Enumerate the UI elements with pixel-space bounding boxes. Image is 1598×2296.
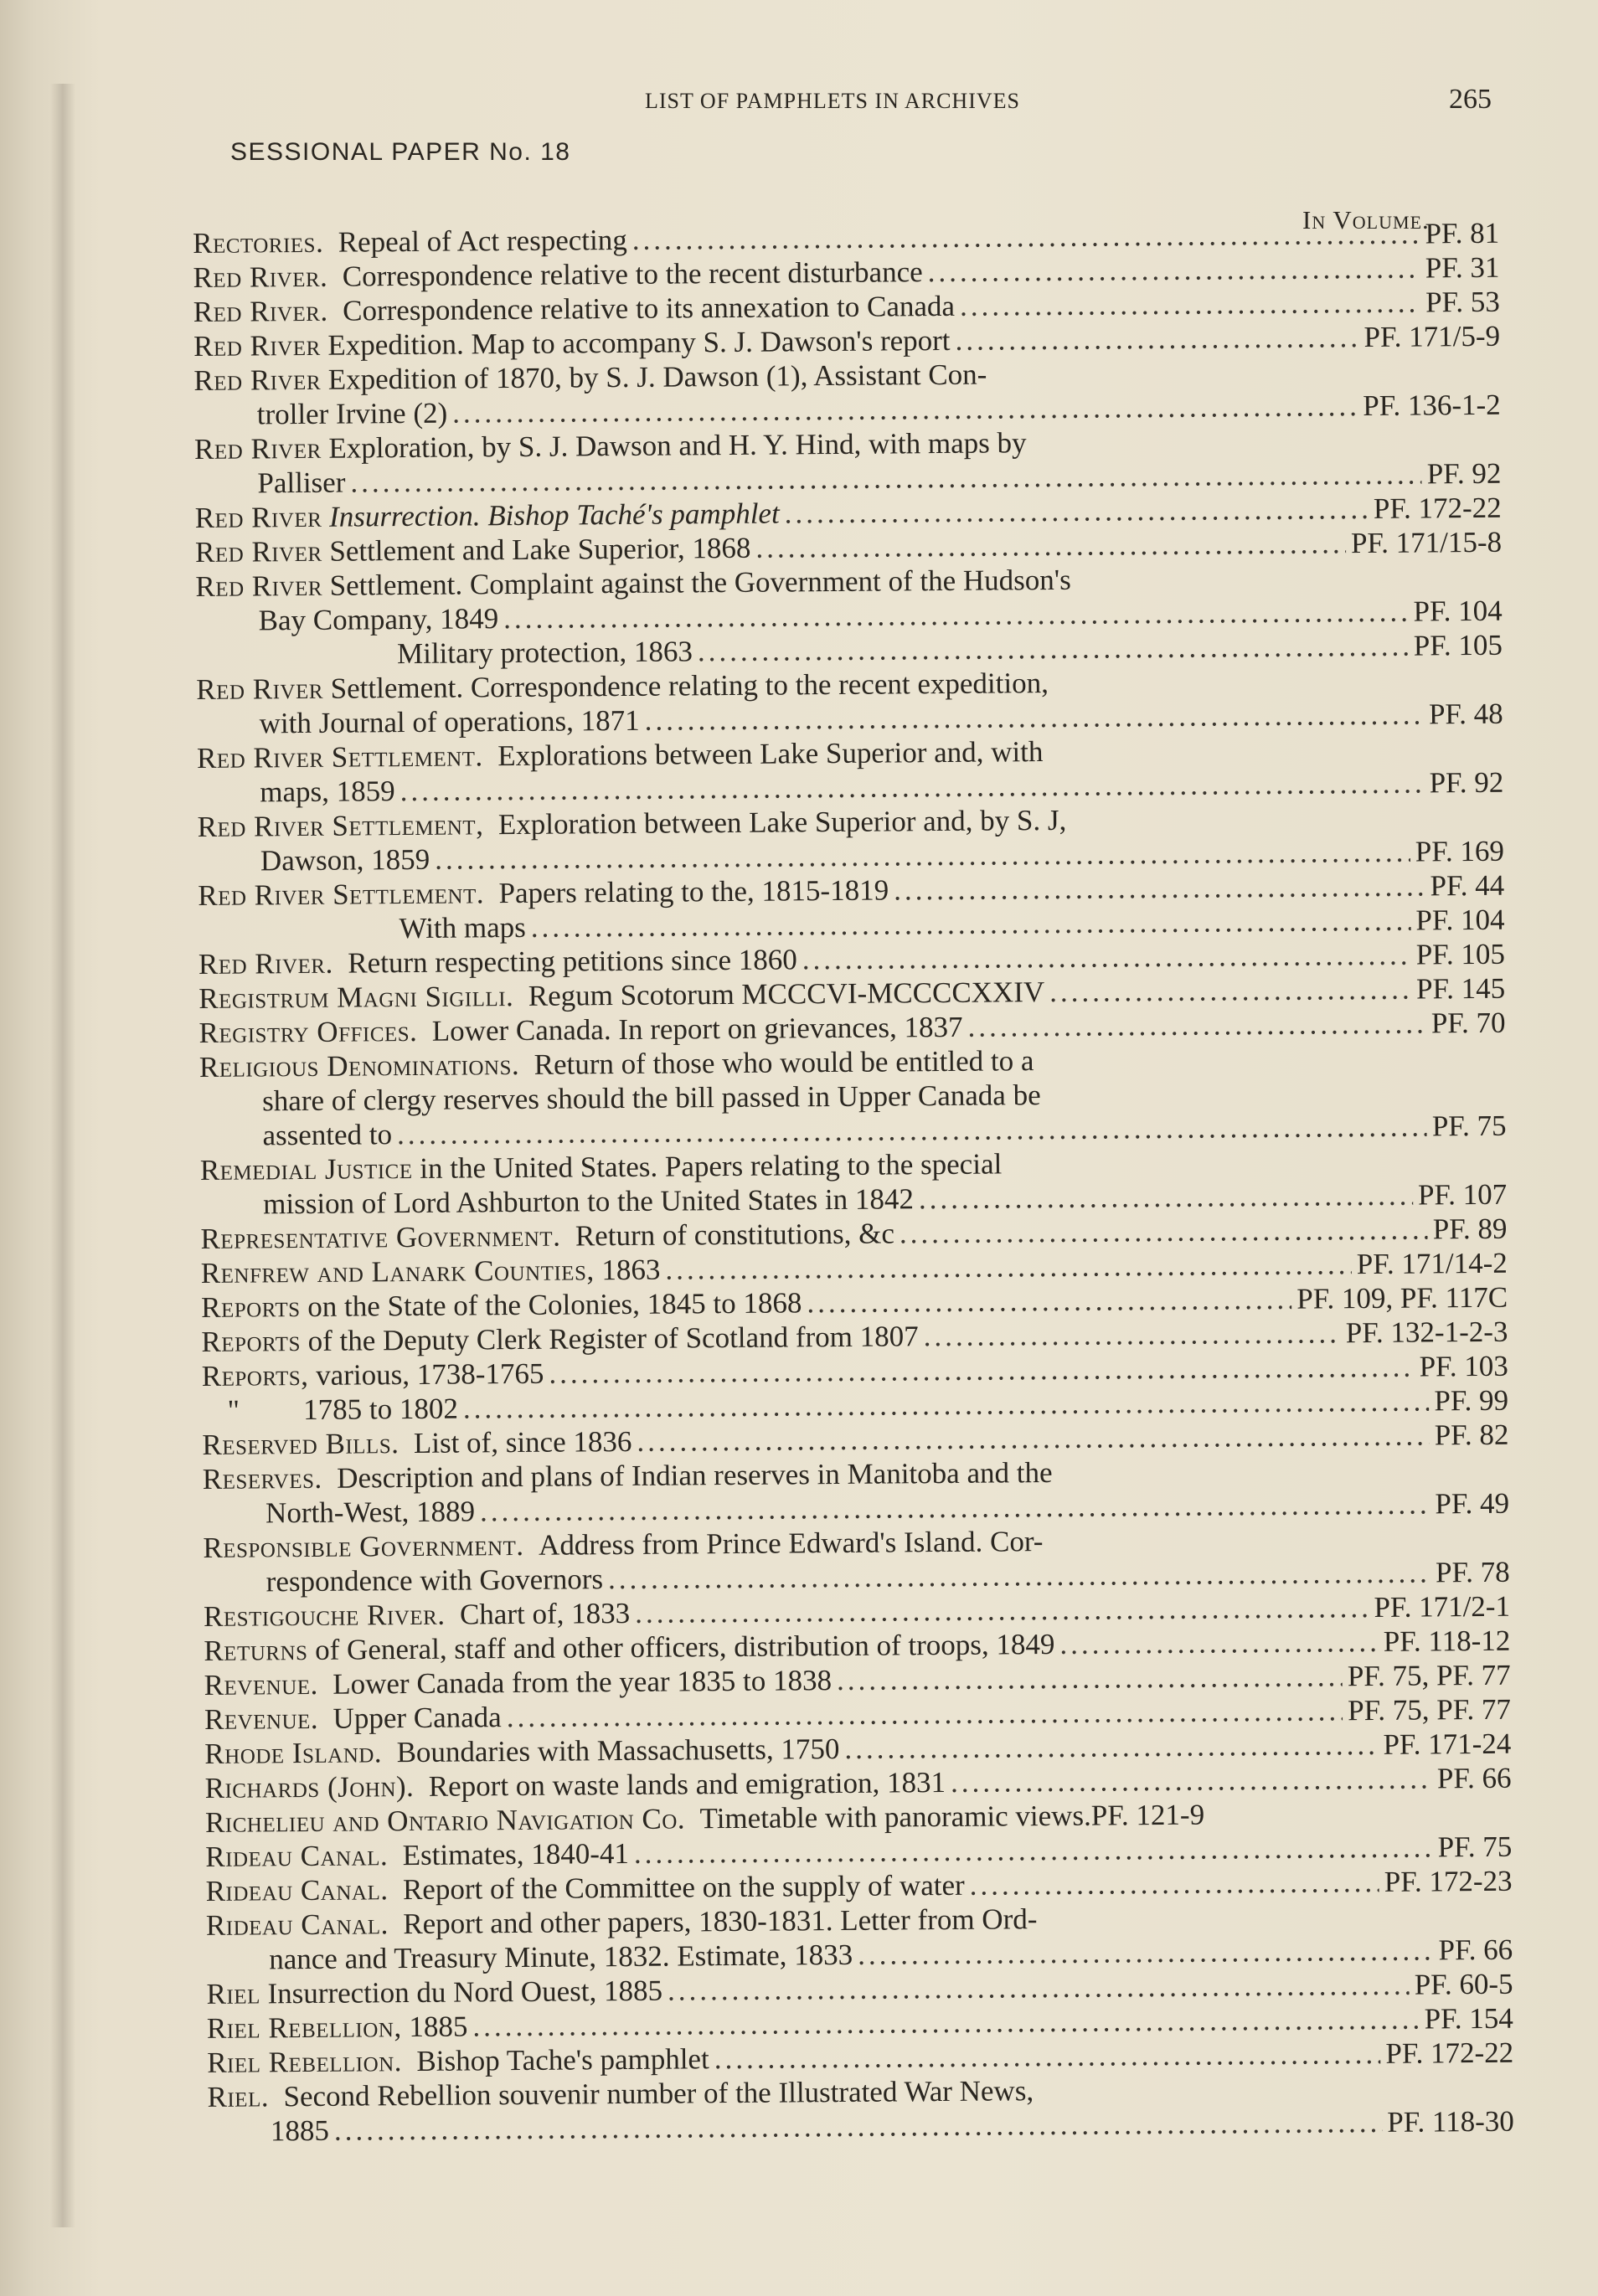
entry-head: Reports	[200, 1290, 301, 1324]
entry-text: Chart of, 1833	[459, 1596, 631, 1631]
entry-reference: PF. 145	[1415, 971, 1506, 1006]
entry-reference: PF. 171-24	[1383, 1727, 1512, 1761]
entry-reference: PF. 169	[1415, 834, 1505, 868]
entry-reference: PF. 48	[1428, 697, 1503, 731]
entry-continuation: share of clergy reserves should the bill passed in Upper Canada be	[262, 1079, 1041, 1118]
entry-head: Red River.	[198, 946, 333, 981]
entry-subentry: With maps	[399, 910, 526, 945]
list-item	[200, 1143, 1508, 1222]
entry-reference: PF. 107	[1417, 1177, 1508, 1212]
entry-text: Explorations between Lake Superior and, with	[497, 735, 1044, 773]
entry-text: Report of the Committee on the supply of water	[402, 1868, 965, 1907]
entry-head: Red River	[193, 431, 322, 466]
entry-reference: PF. 104	[1413, 594, 1503, 628]
entry-reference: PF. 70	[1430, 1006, 1506, 1040]
entry-head: Restigouche River.	[203, 1598, 446, 1633]
entry-reference: PF. 92	[1426, 456, 1502, 491]
entry-text: Bishop Tache's pamphlet	[416, 2042, 709, 2077]
page-binding-shadow	[50, 84, 75, 2227]
entry-text: Report and other papers, 1830-1831. Letter from Ord-	[403, 1902, 1038, 1941]
entry-head: Renfrew and Lanark Counties,	[200, 1254, 595, 1290]
entry-head: Registry Offices.	[198, 1014, 418, 1049]
running-head: LIST OF PAMPHLETS IN ARCHIVES	[645, 89, 1020, 113]
entry-head: Riel Rebellion.	[207, 2045, 403, 2079]
entry-reference: PF. 81	[1425, 216, 1500, 250]
entry-reference: PF. 118-30	[1387, 2104, 1514, 2139]
entry-head: Red River	[194, 534, 322, 569]
entry-head: Rideau Canal.	[205, 1873, 389, 1907]
entry-reference: PF. 44	[1430, 868, 1505, 903]
entry-head: Red River Settlement.	[198, 877, 485, 912]
entry-head: Red River	[196, 672, 324, 706]
entry-head: Rideau Canal.	[205, 1839, 389, 1873]
entry-reference: PF. 103	[1419, 1349, 1508, 1383]
list-item	[206, 1898, 1513, 1977]
entry-subentry: Military protection, 1863	[396, 635, 693, 671]
entry-head: Red River Settlement,	[197, 808, 484, 843]
entry-continuation: troller Irvine (2)	[256, 396, 448, 431]
entry-continuation: Palliser	[257, 466, 346, 500]
entry-head: Riel Rebellion,	[206, 2010, 402, 2045]
entry-continuation: nance and Treasury Minute, 1832. Estimate, 1833	[269, 1938, 853, 1976]
entry-head: Richards (John).	[204, 1769, 415, 1804]
entry-head: Registrum Magni Sigilli.	[198, 980, 514, 1015]
entry-continuation: with Journal of operations, 1871	[259, 703, 640, 740]
entry-reference: PF. 75, PF. 77	[1347, 1658, 1511, 1693]
entry-reference: PF. 75	[1431, 1109, 1507, 1143]
entry-text: Timetable with panoramic views.	[699, 1799, 1091, 1835]
entry-text: Expedition. Map to accompany S. J. Dawson's report	[327, 323, 951, 362]
entry-continuation: respondence with Governors	[265, 1562, 604, 1598]
entry-reference: PF. 89	[1432, 1212, 1508, 1246]
entry-reference: PF. 82	[1434, 1418, 1509, 1452]
entry-continuation: North-West, 1889	[265, 1495, 476, 1530]
entry-reference: PF. 171/2-1	[1374, 1589, 1511, 1624]
entry-head: Religious Denominations.	[198, 1048, 520, 1084]
entry-text: Upper Canada	[332, 1701, 502, 1735]
entry-text: Boundaries with Massachusetts, 1750	[396, 1732, 840, 1769]
entry-text: Insurrection. Bishop Taché's pamphlet	[328, 497, 780, 533]
entry-reference: PF. 92	[1429, 765, 1504, 800]
entry-head: Red River	[195, 569, 323, 603]
entry-reference: PF. 154	[1424, 2001, 1514, 2036]
entry-head: Red River	[193, 328, 321, 363]
entry-head: Remedial Justice	[199, 1151, 413, 1187]
list-item	[195, 559, 1503, 638]
entry-head: Representative Government.	[200, 1219, 561, 1255]
entry-text: Return of constitutions, &c	[575, 1217, 895, 1253]
entry-head: Revenue.	[204, 1701, 319, 1736]
entry-head: Returns	[204, 1633, 308, 1667]
entry-continuation: Bay Company, 1849	[258, 602, 499, 637]
entry-text: Lower Canada. In report on grievances, 1837	[431, 1010, 963, 1048]
entry-reference: PF. 31	[1425, 250, 1500, 285]
entry-reference: PF. 171/14-2	[1356, 1246, 1508, 1281]
entry-text: 1885	[409, 2010, 468, 2044]
entry-reference: PF. 75, PF. 77	[1348, 1692, 1512, 1727]
entry-subentry: 1785 to 1802	[302, 1392, 459, 1427]
list-item	[194, 422, 1502, 501]
entry-reference: PF. 171/15-8	[1350, 525, 1503, 560]
list-item	[197, 800, 1504, 878]
entry-head: Red River.	[193, 294, 328, 328]
entry-text: Settlement. Complaint against the Government of the Hudson's	[329, 563, 1071, 602]
list-item	[207, 2070, 1514, 2149]
entry-reference: PF. 53	[1425, 285, 1500, 319]
entry-text: Insurrection du Nord Ouest, 1885	[267, 1974, 663, 2010]
entry-text: Return of those who would be entitled to a	[534, 1044, 1034, 1081]
entry-text: 1863	[601, 1253, 661, 1287]
entry-continuation: mission of Lord Ashburton to the United States in 1842	[263, 1182, 915, 1221]
sessional-paper-label: SESSIONAL PAPER No. 18	[230, 138, 571, 166]
entry-continuation: maps, 1859	[260, 775, 395, 809]
entry-text: Exploration, by S. J. Dawson and H. Y. Hind, with maps by	[328, 426, 1027, 465]
list-item	[203, 1521, 1510, 1599]
entry-text: in the United States. Papers relating to the special	[420, 1147, 1003, 1185]
entry-text: various, 1738-1765	[316, 1356, 544, 1392]
entry-head: Red River.	[193, 260, 328, 294]
entry-reference: PF. 75	[1437, 1830, 1513, 1864]
entry-head: Riel	[206, 1977, 260, 2010]
entry-reference: PF. 66	[1438, 1933, 1513, 1967]
entry-head: Red River	[194, 500, 322, 534]
entry-reference: PF. 118-12	[1383, 1624, 1511, 1658]
entry-head: Reserved Bills.	[202, 1427, 400, 1461]
entry-reference: PF. 172-22	[1373, 491, 1502, 525]
entry-reference: PF. 172-22	[1385, 2036, 1514, 2070]
entry-head: Reports,	[201, 1358, 309, 1393]
entry-reference: PF. 49	[1435, 1486, 1510, 1521]
entry-text: Papers relating to the, 1815-1819	[498, 873, 889, 910]
entry-text: Regum Scotorum MCCCVI-MCCCCXXIV	[528, 976, 1045, 1012]
entry-reference: PF. 172-23	[1384, 1864, 1513, 1898]
entry-reference: PF. 99	[1434, 1383, 1509, 1418]
entry-head: Revenue.	[204, 1667, 318, 1701]
entry-text: Return respecting petitions since 1860	[348, 943, 797, 980]
entry-reference: PF. 105	[1413, 628, 1503, 662]
entry-reference: PF. 136-1-2	[1363, 388, 1501, 423]
entry-continuation: assented to	[262, 1118, 393, 1152]
entry-text: Repeal of Act respecting	[338, 223, 627, 259]
entry-reference: PF. 171/5-9	[1363, 319, 1501, 354]
entry-text: Second Rebellion souvenir number of the Illustrated War News,	[283, 2074, 1034, 2113]
entry-list	[193, 216, 1514, 2149]
entry-text: Description and plans of Indian reserves in Manitoba and the	[337, 1455, 1053, 1495]
column-heading: In Volume.	[1302, 205, 1430, 234]
entry-text: Expedition of 1870, by S. J. Dawson (1), Assistant Con-	[327, 358, 987, 396]
entry-reference: PF. 109, PF. 117C	[1296, 1280, 1508, 1315]
entry-text: Settlement and Lake Superior, 1868	[329, 531, 751, 568]
entry-text: Correspondence relative to its annexation to Canada	[342, 289, 956, 327]
entry-head: Red River Settlement.	[196, 739, 483, 775]
entry-reference: PF. 132-1-2-3	[1345, 1315, 1508, 1350]
entry-reference: PF. 105	[1415, 937, 1506, 971]
entry-text: of General, staff and other officers, distribution of troops, 1849	[315, 1627, 1055, 1666]
entry-head: Rectories.	[193, 225, 324, 260]
entry-reference: PF. 66	[1436, 1761, 1512, 1795]
entry-reference: PF. 121-9	[1090, 1798, 1205, 1832]
entry-head: Responsible Government.	[203, 1528, 524, 1564]
entry-text: List of, since 1836	[413, 1424, 632, 1459]
entry-text: Address from Prince Edward's Island. Cor-	[538, 1525, 1044, 1562]
entry-continuation: 1885	[270, 2113, 330, 2148]
ditto-mark: "	[227, 1393, 240, 1427]
list-item	[197, 731, 1504, 810]
entry-text: Correspondence relative to the recent disturbance	[342, 255, 923, 293]
entry-continuation: Dawson, 1859	[260, 842, 430, 878]
entry-head: Reserves.	[202, 1461, 322, 1495]
list-item	[196, 662, 1503, 741]
entry-text: Estimates, 1840-41	[402, 1836, 630, 1872]
entry-text: of the Deputy Clerk Register of Scotland from 1807	[307, 1320, 919, 1357]
entry-reference: PF. 60-5	[1414, 1967, 1513, 2001]
entry-head: Riel.	[207, 2080, 270, 2113]
entry-head: Richelieu and Ontario Navigation Co.	[204, 1802, 686, 1839]
entry-head: Rideau Canal.	[205, 1907, 389, 1942]
entry-reference: PF. 104	[1415, 903, 1505, 937]
entry-head: Reports	[201, 1325, 302, 1358]
entry-head: Red River	[193, 363, 322, 397]
entry-text: Lower Canada from the year 1835 to 1838	[332, 1664, 833, 1701]
entry-text: on the State of the Colonies, 1845 to 1868	[307, 1286, 802, 1323]
entry-text: Settlement. Correspondence relating to the recent expedition,	[330, 666, 1049, 705]
list-item	[193, 353, 1501, 432]
entry-reference: PF. 78	[1435, 1555, 1510, 1589]
entry-text: Report on waste lands and emigration, 1831	[428, 1765, 946, 1803]
entry-text: Exploration between Lake Superior and, by S. J,	[497, 803, 1067, 842]
entry-head: Rhode Island.	[204, 1736, 383, 1770]
page-number: 265	[1449, 84, 1492, 115]
list-item	[199, 1040, 1507, 1153]
list-item	[203, 1452, 1510, 1531]
